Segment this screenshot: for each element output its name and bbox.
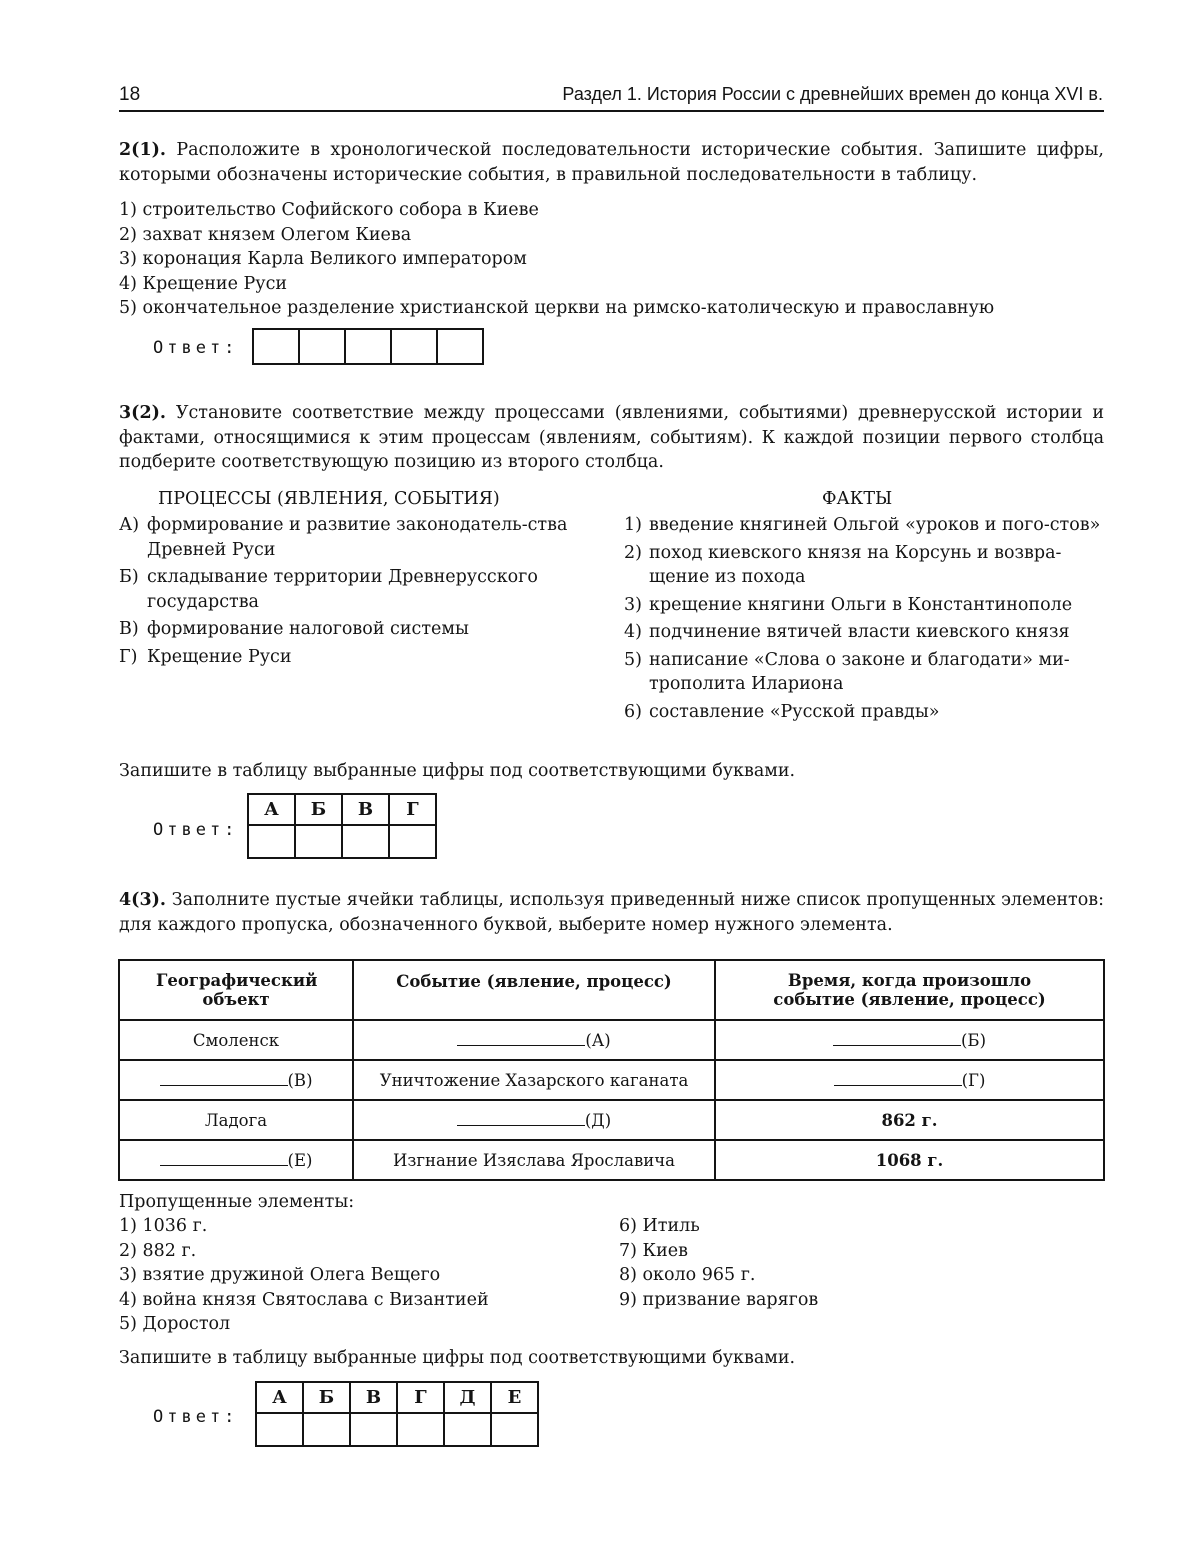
task-4-instruction: Запишите в таблицу выбранные цифры под соответствующими буквами. (119, 1348, 796, 1368)
process-item (119, 565, 569, 614)
answer-cell[interactable] (444, 1413, 491, 1446)
task-2-text: Расположите в хронологической последовательности исторические события. Запишите цифры, которыми обозначены исторические события, в правильной последовательности в таблицу. (119, 140, 1104, 185)
process-text: формирование и развитие законодатель-ства Древней Руси (147, 515, 568, 560)
task-3-answer-label: Ответ: (153, 820, 239, 840)
process-marker: Г) (119, 646, 138, 667)
task-2-item: 3) коронация Карла Великого императором (119, 249, 527, 269)
page-number: 18 (119, 84, 141, 105)
answer-cell[interactable] (303, 1413, 350, 1446)
cell-text: (Г) (961, 1070, 986, 1090)
task-3-answer-table (247, 793, 437, 859)
answer-cell[interactable] (248, 825, 295, 858)
letter-cell: Д (444, 1382, 491, 1413)
process-item (119, 617, 569, 642)
answer-cell[interactable] (256, 1413, 303, 1446)
task-2-list (119, 198, 1109, 321)
task-4-answer-table (255, 1381, 539, 1447)
column-header (353, 960, 715, 1020)
task-4-prompt (119, 888, 1104, 937)
task-2-item: 4) Крещение Руси (119, 273, 288, 294)
process-marker: В) (119, 619, 139, 639)
table-cell (353, 1140, 715, 1180)
fact-item (624, 648, 1114, 697)
blank-line (160, 1071, 288, 1086)
fact-item (624, 620, 1114, 645)
answer-cell[interactable] (342, 825, 389, 858)
process-marker: А) (119, 515, 140, 535)
table-cell (715, 1140, 1104, 1180)
fact-text: составление «Русской правды» (649, 701, 940, 722)
missing-element: 3) взятие дружиной Олега Вещего (119, 1265, 441, 1285)
missing-element: 6) Итиль (619, 1216, 700, 1236)
fact-text: подчинение вятичей власти киевского князя (649, 622, 1070, 642)
table-cell (119, 1020, 353, 1060)
processes-heading: ПРОЦЕССЫ (ЯВЛЕНИЯ, СОБЫТИЯ) (158, 489, 500, 509)
cell-text: (Е) (287, 1150, 313, 1170)
process-item (119, 645, 569, 670)
task-2-prompt (119, 138, 1104, 187)
column-header-text: Событие (явление, процесс) (396, 971, 672, 991)
column-header (715, 960, 1104, 1020)
task-2-answer-label: Ответ: (153, 338, 239, 358)
missing-elements-title: Пропущенные элементы: (119, 1192, 355, 1212)
letter-cell: Б (295, 794, 342, 825)
task-3-prompt (119, 401, 1104, 475)
letter-cell: В (350, 1382, 397, 1413)
letter-cell: В (342, 794, 389, 825)
answer-cell[interactable] (437, 329, 483, 364)
letter-cell: Е (491, 1382, 538, 1413)
table-cell (119, 1060, 353, 1100)
cell-text: 1068 г. (875, 1150, 944, 1170)
process-text: Крещение Руси (147, 646, 292, 667)
process-text: формирование налоговой системы (147, 619, 469, 639)
task-3-number: 3(2). (119, 403, 167, 423)
fact-item (624, 700, 1114, 725)
fact-marker: 3) (624, 594, 642, 615)
task-2-item: 5) окончательное разделение христианской церкви на римско-католическую и православную (119, 298, 995, 318)
fact-marker: 5) (624, 649, 642, 670)
blank-line (457, 1031, 585, 1046)
cell-text: Ладога (204, 1110, 268, 1130)
answer-cell[interactable] (491, 1413, 538, 1446)
table-cell (119, 1140, 353, 1180)
task-3-instruction: Запишите в таблицу выбранные цифры под соответствующими буквами. (119, 761, 796, 781)
facts-list (624, 513, 1114, 724)
blank-line (160, 1151, 288, 1166)
table-cell (353, 1100, 715, 1140)
fact-marker: 4) (624, 622, 642, 642)
answer-cell[interactable] (253, 329, 299, 364)
task-4-number: 4(3). (119, 890, 167, 910)
process-item (119, 513, 569, 562)
table-cell (715, 1100, 1104, 1140)
answer-cell[interactable] (295, 825, 342, 858)
fact-marker: 1) (624, 515, 642, 535)
table-cell (119, 1100, 353, 1140)
fact-marker: 2) (624, 542, 642, 563)
task-2-number: 2(1). (119, 140, 167, 160)
column-header (119, 960, 353, 1020)
letter-cell: Б (303, 1382, 350, 1413)
fact-text: написание «Слова о законе и благодати» ми-трополита Илариона (649, 649, 1070, 694)
task-4-table (118, 959, 1105, 1181)
cell-text: Смоленск (192, 1030, 280, 1050)
cell-text: Изгнание Изяслава Ярославича (392, 1150, 675, 1170)
answer-cell[interactable] (397, 1413, 444, 1446)
missing-element: 5) Доростол (119, 1314, 231, 1334)
cell-text: Уничтожение Хазарского каганата (379, 1070, 689, 1090)
task-2-item: 1) строительство Софийского собора в Киеве (119, 200, 539, 220)
processes-list (119, 513, 569, 669)
table-cell (353, 1060, 715, 1100)
blank-line (457, 1111, 585, 1126)
blank-line (833, 1031, 961, 1046)
fact-item (624, 541, 1114, 590)
cell-text: (Д) (584, 1110, 612, 1130)
missing-element: 4) война князя Святослава с Византией (119, 1289, 489, 1310)
missing-element: 7) Киев (619, 1240, 688, 1261)
fact-text: поход киевского князя на Корсунь и возвра-щение из похода (649, 542, 1062, 587)
process-marker: Б) (119, 567, 139, 587)
cell-text: (Б) (961, 1030, 986, 1050)
answer-cell[interactable] (345, 329, 391, 364)
cell-text: (В) (287, 1070, 313, 1090)
task-4-answer-label: Ответ: (153, 1407, 239, 1427)
cell-text: (А) (585, 1030, 611, 1050)
letter-cell: А (248, 794, 295, 825)
blank-line (834, 1071, 962, 1086)
fact-item (624, 513, 1114, 538)
answer-cell[interactable] (350, 1413, 397, 1446)
cell-text: 862 г. (881, 1110, 938, 1130)
fact-text: крещение княгини Ольги в Константинополе (649, 594, 1073, 615)
letter-cell: Г (389, 794, 436, 825)
task-2-answer-table (252, 328, 484, 365)
column-header-text: Время, когда произошло событие (явление, процесс) (773, 971, 1046, 1009)
table-cell (353, 1020, 715, 1060)
fact-text: введение княгиней Ольгой «уроков и пого-стов» (649, 515, 1101, 535)
fact-item (624, 593, 1114, 618)
missing-element: 9) призвание варягов (619, 1289, 819, 1310)
task-3-text: Установите соответствие между процессами (явлениями, событиями) древнерусской истории и фактами, относящимися к этим процессам (явлениям, событиям). К каждой позиции первого столбца подберите соответствующую позицию из второго столбца. (119, 403, 1104, 472)
missing-element: 1) 1036 г. (119, 1216, 208, 1236)
facts-heading: ФАКТЫ (822, 489, 893, 509)
task-4-text: Заполните пустые ячейки таблицы, используя приведенный ниже список пропущенных элементов: для каждого пропуска, обозначенного буквой, выберите номер нужного элемента. (119, 890, 1104, 935)
answer-cell[interactable] (389, 825, 436, 858)
fact-marker: 6) (624, 701, 642, 722)
letter-cell: А (256, 1382, 303, 1413)
section-title: Раздел 1. История России с древнейших времен до конца XVI в. (562, 84, 1103, 104)
missing-elements-left (119, 1214, 599, 1337)
letter-cell: Г (397, 1382, 444, 1413)
missing-element: 8) около 965 г. (619, 1265, 756, 1285)
process-text: складывание территории Древнерусского государства (147, 567, 538, 612)
missing-element: 2) 882 г. (119, 1240, 197, 1261)
header-rule (119, 110, 1104, 112)
column-header-text: Географический объект (156, 971, 318, 1009)
table-cell (715, 1020, 1104, 1060)
task-2-item: 2) захват князем Олегом Киева (119, 224, 412, 245)
answer-cell[interactable] (299, 329, 345, 364)
missing-elements-right (619, 1214, 1099, 1312)
answer-cell[interactable] (391, 329, 437, 364)
table-cell (715, 1060, 1104, 1100)
